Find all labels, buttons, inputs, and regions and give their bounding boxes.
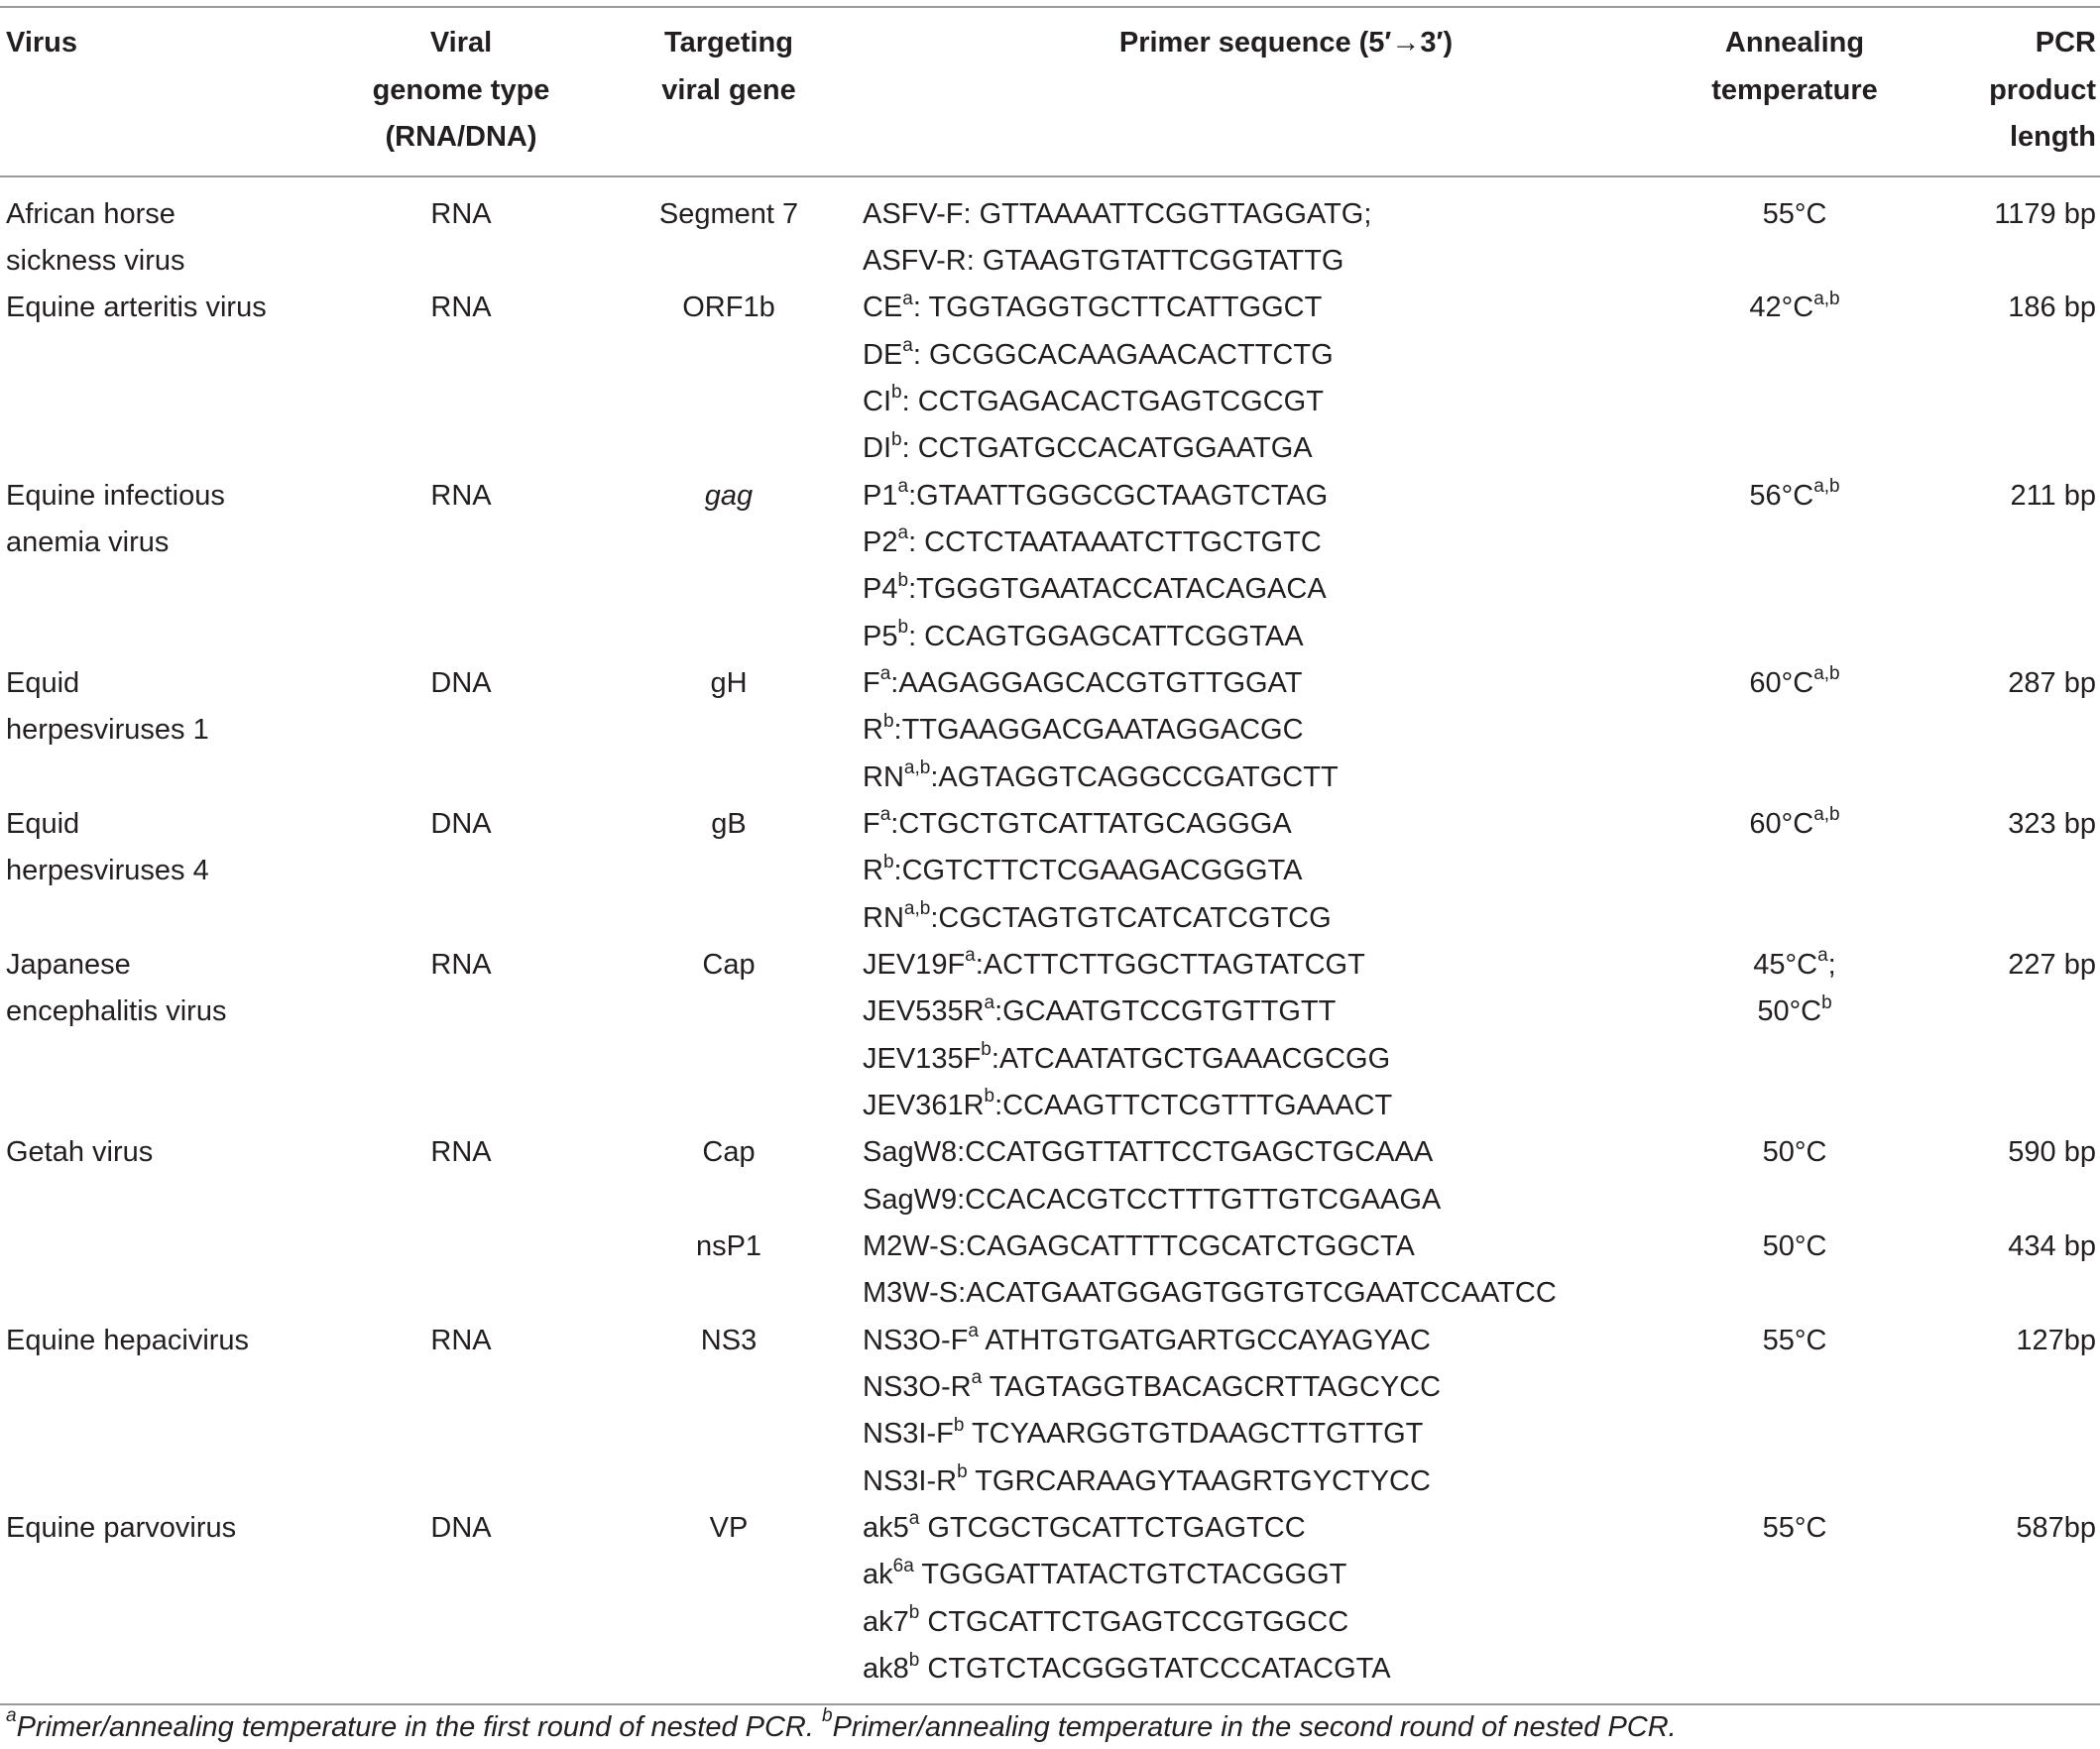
annealing-temp-line [1642,1505,1947,1552]
cell-genome-type [327,1505,595,1703]
primer-round-sup: b [891,382,902,404]
cell-annealing-temp [1636,1129,1953,1224]
primer-label: P5 [863,620,898,652]
primer-round-sup: a,b [903,898,931,919]
genome-type-text: DNA [430,807,492,840]
product-length-text: 211 bp [2010,479,2096,512]
cell-product-length [1953,942,2100,1129]
primer-sequence: :CGCTAGTGTCATCATCGTCG [930,901,1332,934]
cell-target-gene [595,176,863,286]
genome-type-text: DNA [430,1512,492,1545]
cell-annealing-temp [1636,1224,1953,1318]
annealing-temp-value: 60°C [1749,666,1814,699]
primer-label: ak8 [863,1653,909,1686]
target-gene-text: Cap [702,1136,756,1169]
footnote-b-sup: b [822,1705,833,1727]
cell-target-gene [595,285,863,472]
cell-product-length [1953,473,2100,660]
primer-sequence: ATHTGTGATGARTGCCAYAGYAC [978,1324,1431,1356]
target-gene-text: gH [710,666,748,699]
virus-name-line: encephalitis virus [6,995,227,1028]
primer-label: NS3I-F [863,1418,954,1451]
primer-sequence: CTGCATTCTGAGTCCGTGGCC [919,1605,1349,1638]
primer-round-sup: a [879,804,891,826]
primer-round-sup: a [965,945,976,967]
target-gene-text: ORF1b [682,292,775,324]
primer-line [863,1036,1630,1083]
primer-round-sup: b [984,1086,995,1108]
primer-sequence: :TTGAAGGACGAATAGGACGC [893,714,1304,747]
annealing-temp-line [1642,1129,1947,1176]
genome-type-text: DNA [430,666,492,699]
cell-product-length [1953,1129,2100,1224]
primer-round-sup: a [902,334,913,356]
primer-round-sup: a [897,475,909,497]
target-gene-text: VP [709,1512,749,1545]
product-length-text: 434 bp [2008,1230,2096,1263]
primer-round-sup: b [891,428,902,450]
cell-primers [863,1505,1636,1703]
cell-virus [0,1224,327,1318]
virus-name-line: Equid [6,666,80,699]
product-length-text: 127bp [2016,1324,2096,1356]
primer-line [863,895,1630,942]
product-length-text: 590 bp [2008,1136,2096,1169]
primer-label: F [863,807,880,840]
primer-line [863,238,1630,285]
primer-label: SagW9:CCACACGTCCTTTGTTGTCGAAGA [863,1183,1442,1216]
primer-sequence: : CCTGATGCCACATGGAATGA [901,432,1313,465]
cell-primers [863,942,1636,1129]
primer-line [863,1599,1630,1646]
table-row [0,473,2100,660]
primer-label: DI [863,432,891,465]
cell-product-length [1953,801,2100,942]
primer-label: P1 [863,479,898,512]
primer-label: DE [863,338,903,371]
cell-annealing-temp [1636,473,1953,660]
footnote [6,1705,1677,1745]
primer-line [863,473,1630,520]
annealing-temp-line [1642,989,1947,1035]
genome-type-text: RNA [430,292,492,324]
primer-line [863,1364,1630,1411]
cell-primers [863,1318,1636,1505]
genome-type-text: RNA [430,479,492,512]
primer-label: JEV535R [863,995,985,1028]
primer-line [863,1083,1630,1129]
annealing-temp-value: 56°C [1749,479,1814,512]
primer-line [863,614,1630,660]
cell-target-gene [595,942,863,1129]
primer-label: M3W-S:ACATGAATGGAGTGGTGTCGAATCCAATCC [863,1277,1557,1310]
primer-line [863,566,1630,613]
primer-label: RN [863,760,904,793]
annealing-temp-sup: a,b [1813,804,1840,826]
annealing-temp-line [1642,191,1947,238]
primer-line [863,755,1630,801]
cell-target-gene [595,801,863,942]
product-length-text: 227 bp [2008,949,2096,981]
annealing-temp-sep: ; [1827,949,1836,981]
header-gene-line: Targeting [664,27,793,58]
cell-virus [0,1129,327,1224]
virus-name-line: herpesviruses 1 [6,714,209,747]
table-row [0,1129,2100,1224]
footnote-a-sup: a [6,1705,17,1727]
genome-type-text: RNA [430,1324,492,1356]
annealing-temp-sup: a,b [1813,475,1840,497]
primer-round-sup: b [908,1649,920,1671]
annealing-temp-line [1642,285,1947,331]
cell-primers [863,473,1636,660]
primer-sequence: :CCAAGTTCTCGTTTGAAACT [994,1090,1393,1122]
cell-genome-type [327,942,595,1129]
primer-round-sup: a [971,1367,983,1389]
primer-line [863,1224,1630,1270]
primer-sequence: TGRCARAAGYTAAGRTGYCTYCC [967,1464,1431,1497]
cell-virus [0,1318,327,1505]
annealing-temp-line [1642,1224,1947,1270]
primer-label: CI [863,385,891,417]
annealing-temp-value: 55°C [1762,197,1827,230]
cell-annealing-temp [1636,285,1953,472]
cell-target-gene [595,1224,863,1318]
virus-name-line: Equid [6,807,80,840]
header-genome [327,7,595,176]
annealing-temp-value: 42°C [1749,292,1814,324]
header-length-line: product [1989,73,2096,106]
primer-line [863,801,1630,848]
primer-round-sup: b [882,851,894,873]
cell-product-length [1953,1318,2100,1505]
primer-label: SagW8:CCATGGTTATTCCTGAGCTGCAAA [863,1136,1434,1169]
virus-name-line: African horse [6,197,175,230]
virus-name-line: Equine infectious [6,479,225,512]
primer-round-sup: a [968,1321,979,1342]
cell-genome-type [327,660,595,801]
primer-label: CE [863,292,903,324]
cell-genome-type [327,473,595,660]
primer-line [863,1177,1630,1224]
primer-sequence: :AAGAGGAGCACGTGTTGGAT [890,666,1303,699]
primer-label: R [863,714,883,747]
cell-primers [863,285,1636,472]
annealing-temp-sup: a,b [1813,288,1840,309]
annealing-temp-value: 55°C [1762,1324,1827,1356]
primer-sequence: :GCAATGTCCGTGTTGTT [994,995,1337,1028]
header-length-line: length [2010,121,2096,153]
cell-virus [0,176,327,286]
annealing-temp-sup: b [1821,991,1832,1013]
cell-genome-type [327,1129,595,1224]
primer-label: P2 [863,525,898,558]
table-row [0,1224,2100,1318]
primer-label: NS3I-R [863,1464,958,1497]
cell-primers [863,660,1636,801]
product-length-text: 323 bp [2008,807,2096,840]
table-header [0,7,2100,176]
cell-genome-type [327,1224,595,1318]
primer-line [863,1552,1630,1598]
annealing-temp-value: 60°C [1749,807,1814,840]
primer-label: P4 [863,573,898,606]
annealing-temp-line [1642,942,1947,989]
primer-label: ASFV-R: GTAAGTGTATTCGGTATTG [863,244,1344,277]
header-temp-line: Annealing [1724,27,1865,58]
primer-label: R [863,855,883,887]
primer-round-sup: b [908,1602,920,1624]
primer-line [863,989,1630,1035]
table-body [0,176,2100,1704]
annealing-temp-line [1642,660,1947,707]
primer-line [863,942,1630,989]
header-length-line: PCR [2035,27,2096,58]
table-row [0,1505,2100,1703]
primer-round-sup: b [953,1414,965,1436]
primer-sequence: :CTGCTGTCATTATGCAGGGA [890,807,1292,840]
primer-sequence: :ATCAATATGCTGAAACGCGG [991,1042,1391,1075]
primer-sequence: TAGTAGGTBACAGCRTTAGCYCC [982,1371,1442,1404]
cell-genome-type [327,1318,595,1505]
primer-line [863,1646,1630,1692]
cell-primers [863,1129,1636,1224]
cell-product-length [1953,285,2100,472]
header-primer-text: Primer sequence (5′→3′) [1118,27,1454,58]
table-row [0,660,2100,801]
annealing-temp-value: 50°C [1762,1136,1827,1169]
primer-sequence: :GTAATTGGGCGCTAAGTCTAG [908,479,1329,512]
primer-line [863,285,1630,331]
header-genome-line: genome type [372,73,550,106]
virus-name-line: Getah virus [6,1136,154,1169]
cell-annealing-temp [1636,942,1953,1129]
cell-virus [0,285,327,472]
primer-line [863,1458,1630,1505]
cell-genome-type [327,285,595,472]
primer-line [863,1411,1630,1458]
virus-name-line: Equine parvovirus [6,1512,237,1545]
table-row [0,1318,2100,1505]
primer-round-sup: b [957,1461,968,1483]
cell-genome-type [327,176,595,286]
cell-annealing-temp [1636,660,1953,801]
header-length [1953,7,2100,176]
target-gene-text: Segment 7 [658,197,799,230]
cell-target-gene [595,473,863,660]
primer-label: F [863,666,880,699]
annealing-temp-line [1642,473,1947,520]
primer-line [863,425,1630,472]
primer-round-sup: b [882,710,894,732]
primer-line [863,1318,1630,1364]
primer-line [863,1129,1630,1176]
primer-round-sup: a [908,1508,920,1530]
virus-name-line: sickness virus [6,244,185,277]
primer-label: NS3O-F [863,1324,969,1356]
primer-sequence: :TGGGTGAATACCATACAGACA [908,573,1327,606]
primer-round-sup: b [897,616,909,638]
primer-line [863,379,1630,425]
primer-round-sup: a [879,663,891,685]
table-row [0,285,2100,472]
cell-genome-type [327,801,595,942]
header-virus [0,7,327,176]
primer-sequence: TCYAARGGTGTDAAGCTTGTTGT [964,1418,1424,1451]
cell-target-gene [595,1318,863,1505]
primer-line [863,1505,1630,1552]
genome-type-text: RNA [430,949,492,981]
annealing-temp-sup: a,b [1813,663,1840,685]
table-row [0,176,2100,286]
primer-label: ak7 [863,1605,909,1638]
virus-name-line: herpesviruses 4 [6,855,209,887]
primer-sequence: : TGGTAGGTGCTTCATTGGCT [912,292,1323,324]
primer-line [863,848,1630,894]
product-length-text: 287 bp [2008,666,2096,699]
primer-sequence: :AGTAGGTCAGGCCGATGCTT [930,760,1339,793]
primer-sequence: :ACTTCTTGGCTTAGTATCGT [975,949,1365,981]
cell-target-gene [595,1505,863,1703]
primer-table [0,6,2100,1705]
genome-type-text: RNA [430,197,492,230]
virus-name-line: anemia virus [6,525,170,558]
primer-sequence: : CCTCTAATAAATCTTGCTGTC [908,525,1322,558]
primer-sequence: :CGTCTTCTCGAAGACGGGTA [893,855,1303,887]
annealing-temp-value: 45°C [1753,949,1818,981]
table-row [0,942,2100,1129]
cell-target-gene [595,1129,863,1224]
header-primer [863,7,1636,176]
primer-round-sup: a [984,991,995,1013]
primer-round-sup: a [897,523,909,544]
cell-primers [863,1224,1636,1318]
primer-label: JEV361R [863,1090,985,1122]
primer-label: RN [863,901,904,934]
primer-label: JEV19F [863,949,966,981]
header-virus-text: Virus [6,27,78,58]
genome-type-text: RNA [430,1136,492,1169]
cell-annealing-temp [1636,176,1953,286]
header-temp [1636,7,1953,176]
cell-primers [863,801,1636,942]
primer-round-sup: b [981,1039,992,1061]
cell-virus [0,660,327,801]
virus-name-line: Equine hepacivirus [6,1324,250,1356]
cell-target-gene [595,660,863,801]
primer-round-sup: b [897,569,909,591]
header-gene [595,7,863,176]
primer-line [863,332,1630,379]
target-gene-text: gB [711,807,747,840]
header-genome-line: Viral [429,27,493,58]
annealing-temp-value: 50°C [1757,995,1822,1028]
cell-annealing-temp [1636,1318,1953,1505]
cell-virus [0,942,327,1129]
cell-product-length [1953,1224,2100,1318]
target-gene-text: Cap [702,949,756,981]
cell-primers [863,176,1636,286]
primer-label: ak5 [863,1512,909,1545]
cell-virus [0,801,327,942]
annealing-temp-line [1642,1318,1947,1364]
product-length-text: 1179 bp [1994,197,2096,230]
footnote-b-text: Primer/annealing temperature in the second round of nested PCR. [832,1711,1677,1743]
annealing-temp-value: 50°C [1762,1230,1827,1263]
target-gene-text: gag [704,479,754,512]
primer-line [863,191,1630,238]
annealing-temp-value: 55°C [1762,1512,1827,1545]
cell-product-length [1953,660,2100,801]
primer-label: ASFV-F: GTTAAAATTCGGTTAGGATG; [863,197,1372,230]
virus-name-line: Japanese [6,949,131,981]
primer-sequence: TGGGATTATACTGTCTACGGGT [913,1559,1347,1591]
annealing-temp-sup: a [1817,945,1828,967]
footnote-a-text: Primer/annealing temperature in the first round of nested PCR. [16,1711,814,1743]
product-length-text: 186 bp [2008,292,2096,324]
cell-product-length [1953,1505,2100,1703]
primer-line [863,660,1630,707]
primer-sequence: CTGTCTACGGGTATCCCATACGTA [919,1653,1391,1686]
primer-label: ak [863,1559,893,1591]
primer-sequence: GTCGCTGCATTCTGAGTCC [919,1512,1306,1545]
primer-sequence: : CCAGTGGAGCATTCGGTAA [908,620,1304,652]
primer-label: JEV135F [863,1042,982,1075]
primer-sequence: : CCTGAGACACTGAGTCGCGT [901,385,1324,417]
header-temp-line: temperature [1711,73,1878,106]
cell-virus [0,1505,327,1703]
primer-line [863,1270,1630,1317]
primer-label: M2W-S:CAGAGCATTTTCGCATCTGGCTA [863,1230,1415,1263]
cell-product-length [1953,176,2100,286]
cell-annealing-temp [1636,1505,1953,1703]
primer-round-sup: a [902,288,913,309]
primer-round-sup: a,b [903,757,931,778]
annealing-temp-line [1642,801,1947,848]
primer-sequence: : GCGGCACAAGAACACTTCTG [912,338,1334,371]
cell-annealing-temp [1636,801,1953,942]
header-genome-line: (RNA/DNA) [385,121,537,153]
primer-label: NS3O-R [863,1371,972,1404]
primer-line [863,520,1630,566]
virus-name-line: Equine arteritis virus [6,292,267,324]
target-gene-text: nsP1 [695,1230,762,1263]
target-gene-text: NS3 [700,1324,758,1356]
cell-virus [0,473,327,660]
primer-round-sup: 6a [892,1555,914,1576]
product-length-text: 587bp [2016,1512,2096,1545]
table-row [0,801,2100,942]
primer-line [863,707,1630,754]
header-gene-line: viral gene [661,73,796,106]
